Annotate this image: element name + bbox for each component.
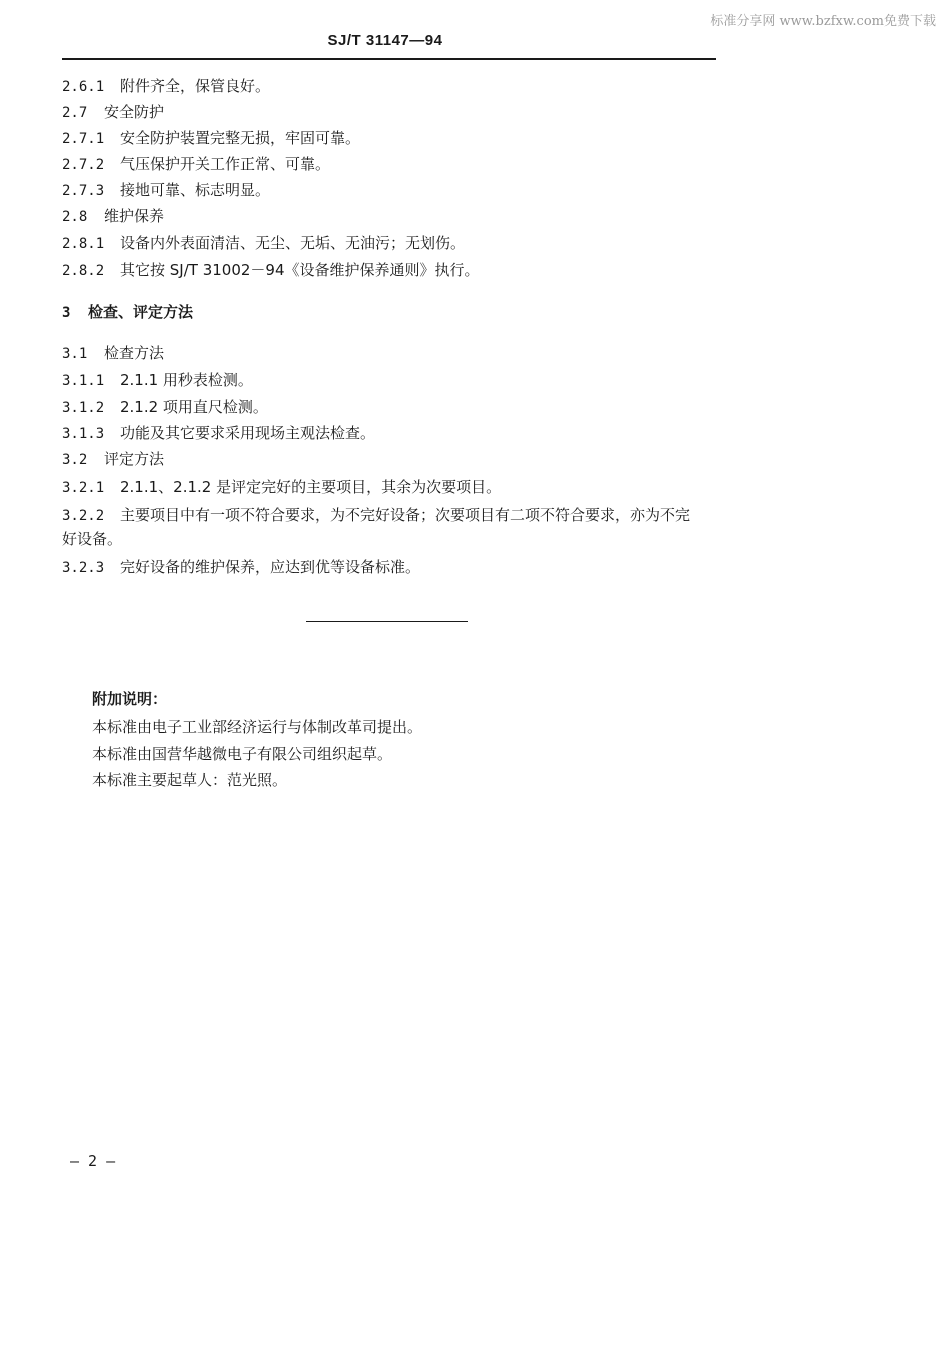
- clause-text: 安全防护: [104, 103, 165, 121]
- clause-line: [62, 397, 268, 418]
- clause-number: 2.7.3: [62, 183, 105, 199]
- clause-line: [62, 76, 270, 97]
- clause-number: 2.7.1: [62, 131, 105, 147]
- clause-number: 3.2.2: [62, 508, 105, 524]
- clause-number: 3.1.1: [62, 373, 105, 389]
- clause-text: 检查方法: [104, 344, 165, 362]
- clause-text: 接地可靠、标志明显。: [120, 181, 271, 199]
- clause-line-continued: [62, 529, 122, 549]
- clause-line: [62, 557, 420, 578]
- clause-line: [62, 449, 164, 470]
- clause-text: 附件齐全，保管良好。: [120, 77, 271, 95]
- clause-number: 3.2.1: [62, 480, 105, 496]
- header-rule: [62, 58, 716, 60]
- clause-line: [62, 370, 253, 391]
- page-number: — 2 —: [70, 1152, 116, 1170]
- note-item: 本标准由国营华越微电子有限公司组织起草。: [92, 745, 393, 763]
- clause-text: 主要项目中有一项不符合要求，为不完好设备；次要项目有二项不符合要求，亦为不完: [120, 506, 691, 524]
- standard-number-header: SJ/T 31147—94: [327, 32, 443, 49]
- clause-line: [62, 423, 375, 444]
- clause-number: 2.8.1: [62, 236, 105, 252]
- section-title: 检查、评定方法: [88, 303, 194, 321]
- note-item: 本标准主要起草人：范光照。: [92, 771, 288, 789]
- clause-number: 2.8.2: [62, 263, 105, 279]
- section-number: 3: [62, 305, 71, 321]
- clause-text: 好设备。: [62, 530, 123, 548]
- notes-title: 附加说明：: [92, 690, 168, 708]
- clause-number: 3.1.2: [62, 400, 105, 416]
- clause-text: 其它按 SJ/T 31002－94《设备维护保养通则》执行。: [120, 261, 480, 279]
- clause-number: 3.2: [62, 452, 88, 468]
- clause-line: [62, 505, 690, 526]
- clause-line: [62, 154, 330, 175]
- clause-line: [62, 128, 360, 149]
- clause-text: 2.1.2 项用直尺检测。: [120, 398, 268, 416]
- clause-text: 功能及其它要求采用现场主观法检查。: [120, 424, 376, 442]
- clause-line: [62, 477, 501, 498]
- end-of-text-rule: [306, 621, 468, 622]
- clause-text: 2.1.1 用秒表检测。: [120, 371, 253, 389]
- clause-line: [62, 180, 270, 201]
- clause-number: 2.7.2: [62, 157, 105, 173]
- clause-line: [62, 206, 164, 227]
- clause-number: 2.7: [62, 105, 88, 121]
- clause-text: 评定方法: [104, 450, 165, 468]
- clause-text: 完好设备的维护保养，应达到优等设备标准。: [120, 558, 421, 576]
- section-heading: [62, 302, 193, 323]
- clause-text: 安全防护装置完整无损，牢固可靠。: [120, 129, 361, 147]
- clause-text: 设备内外表面清洁、无尘、无垢、无油污；无划伤。: [120, 234, 466, 252]
- clause-number: 3.1: [62, 346, 88, 362]
- clause-text: 2.1.1、2.1.2 是评定完好的主要项目，其余为次要项目。: [120, 478, 502, 496]
- clause-line: [62, 343, 164, 364]
- clause-number: 2.6.1: [62, 79, 105, 95]
- note-item: 本标准由电子工业部经济运行与体制改革司提出。: [92, 718, 423, 736]
- clause-number: 3.2.3: [62, 560, 105, 576]
- clause-text: 维护保养: [104, 207, 165, 225]
- watermark-text: 标准分享网 www.bzfxw.com免费下载: [710, 14, 936, 29]
- clause-number: 2.8: [62, 209, 88, 225]
- clause-number: 3.1.3: [62, 426, 105, 442]
- clause-line: [62, 102, 164, 123]
- clause-line: [62, 260, 480, 281]
- clause-text: 气压保护开关工作正常、可靠。: [120, 155, 331, 173]
- clause-line: [62, 233, 465, 254]
